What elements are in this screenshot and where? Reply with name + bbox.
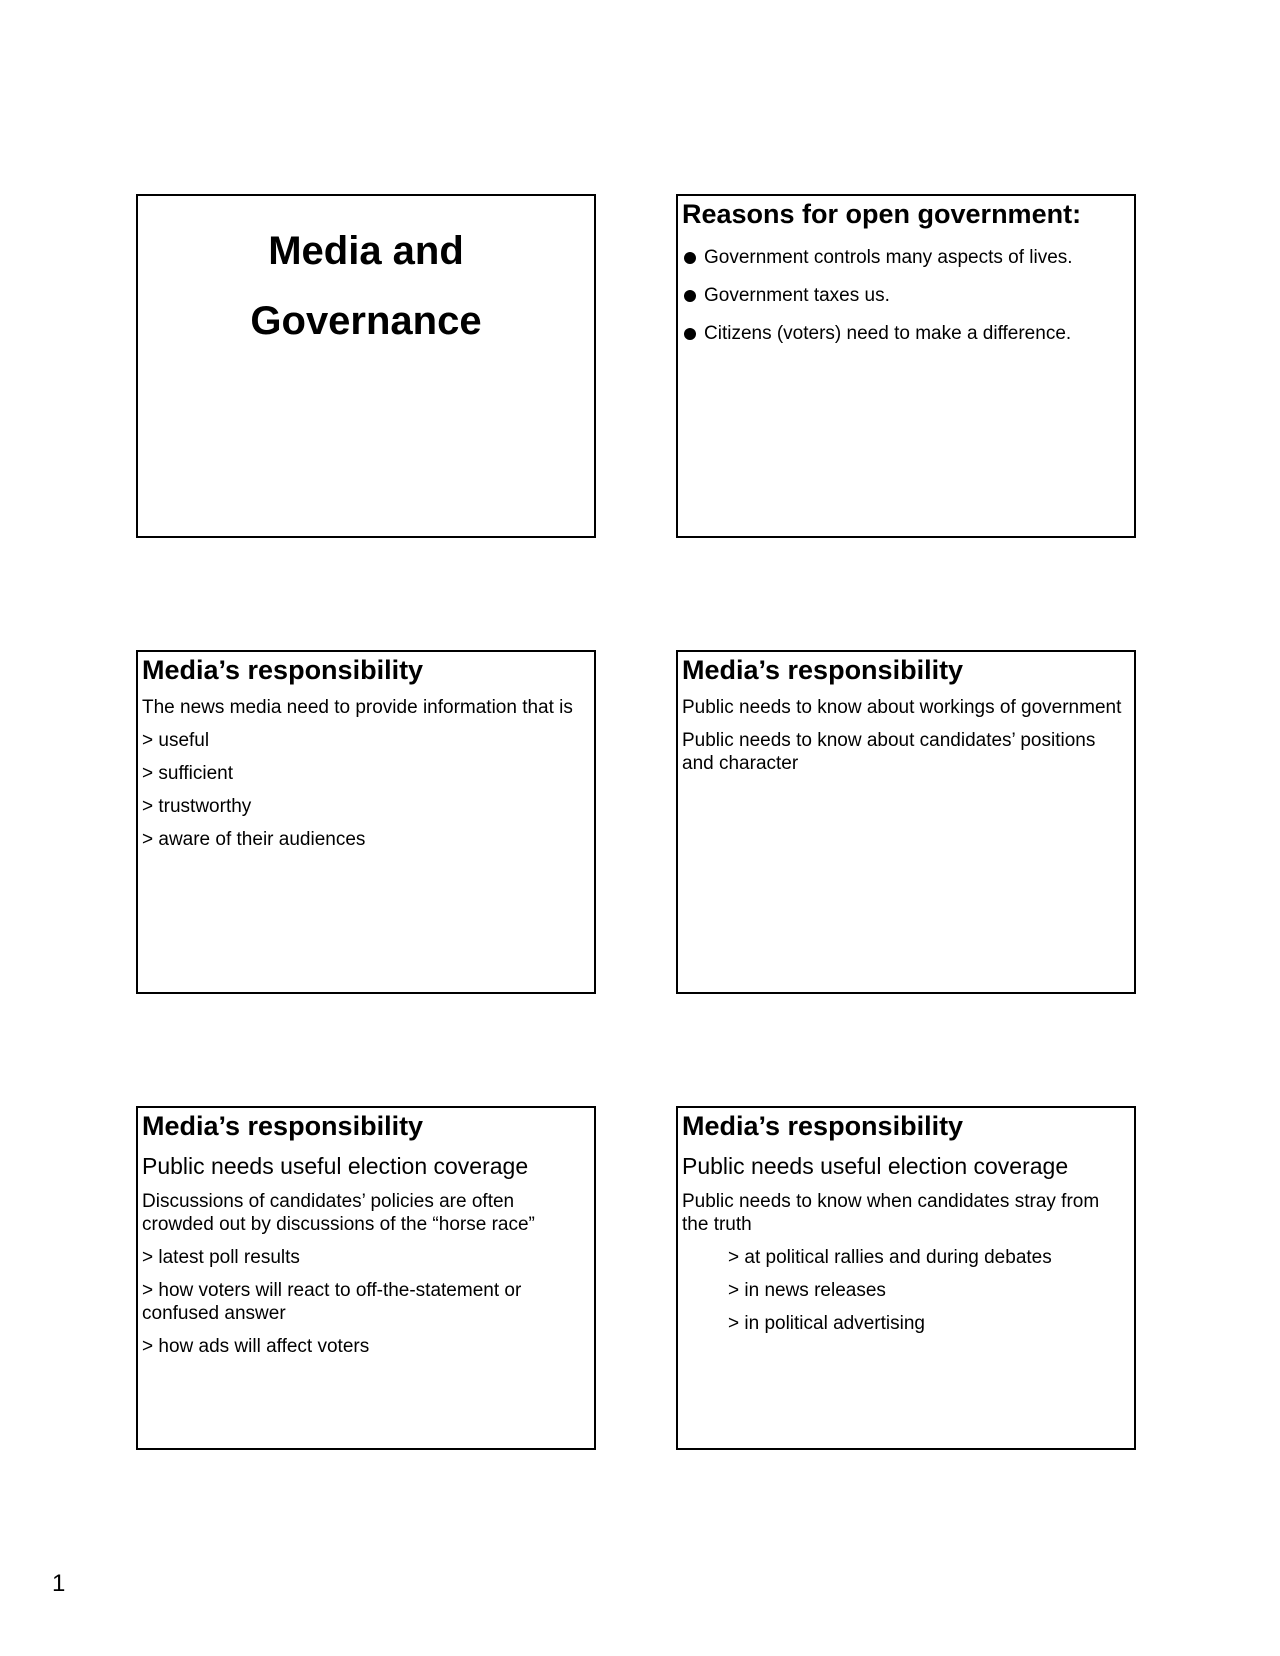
body-line: > latest poll results <box>142 1247 300 1268</box>
cover-title <box>138 216 594 356</box>
cover-title-line-2: Governance <box>250 299 482 343</box>
page-number: 1 <box>52 1570 66 1597</box>
bullet-item <box>684 322 1126 346</box>
body-line: > trustworthy <box>142 796 252 817</box>
slide-title: Media’s responsibility <box>682 1111 964 1141</box>
bullet-item <box>684 246 1126 270</box>
body-line: Public needs to know about candidates’ positions and character <box>682 730 1096 774</box>
body-line: > in news releases <box>728 1280 886 1301</box>
body-line: > in political advertising <box>728 1313 925 1334</box>
bullet-text: Government taxes us. <box>704 285 890 306</box>
slide-title: Reasons for open government: <box>682 199 1082 229</box>
slide-title: Media’s responsibility <box>142 1111 424 1141</box>
bullet-text: Citizens (voters) need to make a difference. <box>704 323 1072 344</box>
body-line: The news media need to provide information that is <box>142 697 573 718</box>
bullet-dot-icon <box>684 328 696 340</box>
slide-1 <box>136 194 596 538</box>
slide-title: Media’s responsibility <box>682 655 964 685</box>
slide-subtitle: Public needs useful election coverage <box>682 1153 1069 1179</box>
bullet-item <box>684 284 1126 308</box>
bullet-dot-icon <box>684 252 696 264</box>
slide-title: Media’s responsibility <box>142 655 424 685</box>
slide-5 <box>136 1106 596 1450</box>
slide-6 <box>676 1106 1136 1450</box>
body-line: > how ads will affect voters <box>142 1336 370 1357</box>
body-line: > how voters will react to off-the-statement or confused answer <box>142 1280 522 1324</box>
body-line: > useful <box>142 730 210 751</box>
body-line: Public needs to know when candidates stray from the truth <box>682 1191 1100 1235</box>
body-line: Public needs to know about workings of government <box>682 697 1122 718</box>
slide-4 <box>676 650 1136 994</box>
body-line: > at political rallies and during debates <box>728 1247 1052 1268</box>
body-line: > sufficient <box>142 763 234 784</box>
slide-subtitle: Public needs useful election coverage <box>142 1153 529 1179</box>
body-line: > aware of their audiences <box>142 829 366 850</box>
cover-title-line-1: Media and <box>268 229 464 273</box>
bullet-text: Government controls many aspects of lives. <box>704 247 1073 268</box>
body-line: Discussions of candidates’ policies are often crowded out by discussions of the “horse race” <box>142 1191 535 1235</box>
slide-3 <box>136 650 596 994</box>
slide-2 <box>676 194 1136 538</box>
bullet-dot-icon <box>684 290 696 302</box>
